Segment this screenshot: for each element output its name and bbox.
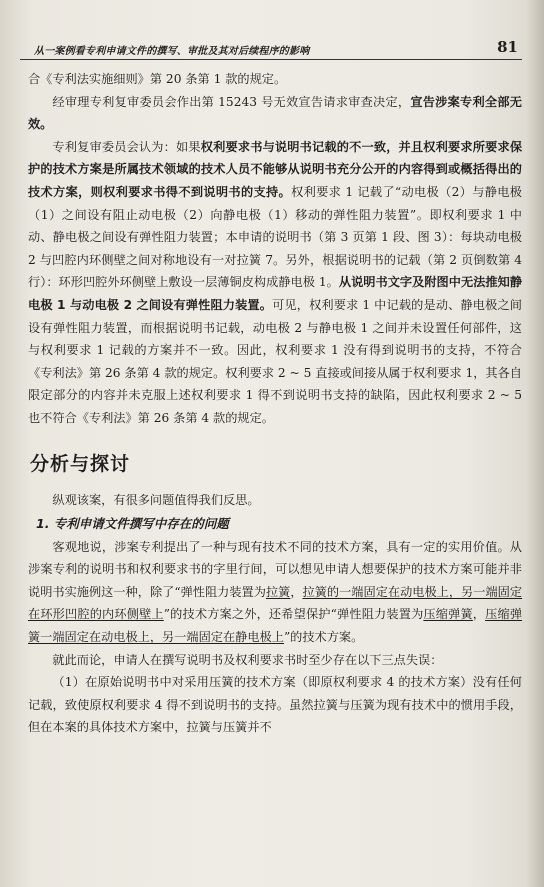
paragraph-1: 合《专利法实施细则》第 20 条第 1 款的规定。 bbox=[28, 72, 287, 86]
underline-3: 压缩弹簧 bbox=[423, 607, 473, 622]
paragraph-4-text-c: ”的技术方案之外，还希望保护“弹性阻力装置为 bbox=[163, 607, 424, 622]
paragraph-2-text: 经审理专利复审委员会作出第 15243 号无效宣告请求审查决定， bbox=[52, 94, 411, 109]
underline-1: 拉簧 bbox=[265, 584, 291, 599]
paragraph-4 bbox=[28, 536, 522, 649]
header-rule bbox=[20, 59, 522, 60]
paragraph-5: 就此而论，申请人在撰写说明书及权利要求书时至少存在以下三点失误： bbox=[52, 652, 443, 667]
paragraph-4-text-e: ”的技术方案。 bbox=[283, 630, 364, 645]
section-heading: 分析与探讨 bbox=[30, 452, 131, 475]
paragraph-3-bold-b: 权利要求书与说明书记载的不一致，并且权利要求所要求保护的技术方案是所属技术领域的技术人员不能够从说明书充分公开的内容得到或概括得出的技术方案，则权利要求书得不到说明书的支持。 bbox=[28, 139, 523, 199]
running-title: 从一案例看专利申请文件的撰写、审批及其对后续程序的影响 bbox=[34, 46, 310, 57]
section-intro: 纵观该案，有很多问题值得我们反思。 bbox=[52, 492, 260, 507]
page-body bbox=[28, 68, 522, 739]
paragraph-4-text-d: ， bbox=[472, 607, 486, 622]
paragraph-3-text-a: 专利复审委员会认为：如果 bbox=[52, 139, 201, 154]
subsection-heading: 1. 专利申请文件撰写中存在的问题 bbox=[36, 516, 229, 532]
paragraph-3 bbox=[28, 136, 522, 430]
paragraph-2-bold: 宣告涉案专利全部无效。 bbox=[28, 94, 522, 132]
underline-4: 压缩弹簧一端固定在动电极上，另一端固定在静电极上 bbox=[28, 607, 523, 645]
paragraph-6: （1）在原始说明书中对采用压簧的技术方案（即原权利要求 4 的技术方案）没有任何记载，致使原权利要求 4 得不到说明书的支持。虽然拉簧与压簧为现有技术中的惯用手段，但在本案的具体技术方案中，拉簧与压簧并不 bbox=[28, 675, 522, 735]
underline-2: 拉簧的一端固定在动电极上，另一端固定在环形凹腔的内环侧壁上 bbox=[28, 584, 523, 622]
paragraph-3-bold-d: 从说明书文字及附图中无法推知静电极 1 与动电极 2 之间设有弹性阻力装置。 bbox=[28, 275, 523, 312]
page-number: 81 bbox=[497, 38, 518, 56]
paragraph-2 bbox=[28, 91, 522, 136]
paragraph-4-text-a: 客观地说，涉案专利提出了一种与现有技术不同的技术方案，具有一定的实用价值。从涉案专利的说明书和权利要求书的字里行间，可以想见申请人想要保护的技术方案可能并非说明书实施例这一种，除了“弹性阻力装置为 bbox=[28, 539, 522, 599]
paragraph-3-text-e: 可见，权利要求 1 中记载的是动、静电极之间设有弹性阻力装置，而根据说明书记载，动电极 2 与静电极 1 之间并未设置任何部件，这与权利要求 1 记载的方案并不一致。因此，权利要求 1 没有得到说明书的支持，不符合《专利法》第 26 条第 4 款的规定。权利要求 2 ~ 5 直接或间接从属于权利要求 1，其各自限定部分的内容并未克服上述权利要求 1 得不到说明书支持的缺陷，因此权利要求 2 ~ 5 也不符合《专利法》第 26 条第 4 款的规定。 bbox=[28, 297, 522, 425]
running-head bbox=[20, 38, 520, 58]
paragraph-3-text-c: 权利要求 1 记载了“动电极（2）与静电极（1）之间设有阻止动电极（2）向静电极（1）移动的弹性阻力装置”。即权利要求 1 中动、静电极之间设有弹性阻力装置；本申请的说明书（第 3 页第 1 段、图 3）：每块动电极 2 与凹腔内环侧壁之间对称地设有一对拉簧 7。另外，根据说明书的记载（第 2 页倒数第 4 行）：环形凹腔外环侧壁上敷设一层薄铜皮构成静电极 1。 bbox=[28, 184, 522, 290]
paragraph-4-text-b: ， bbox=[290, 584, 303, 599]
page-edge-shadow bbox=[526, 0, 544, 887]
